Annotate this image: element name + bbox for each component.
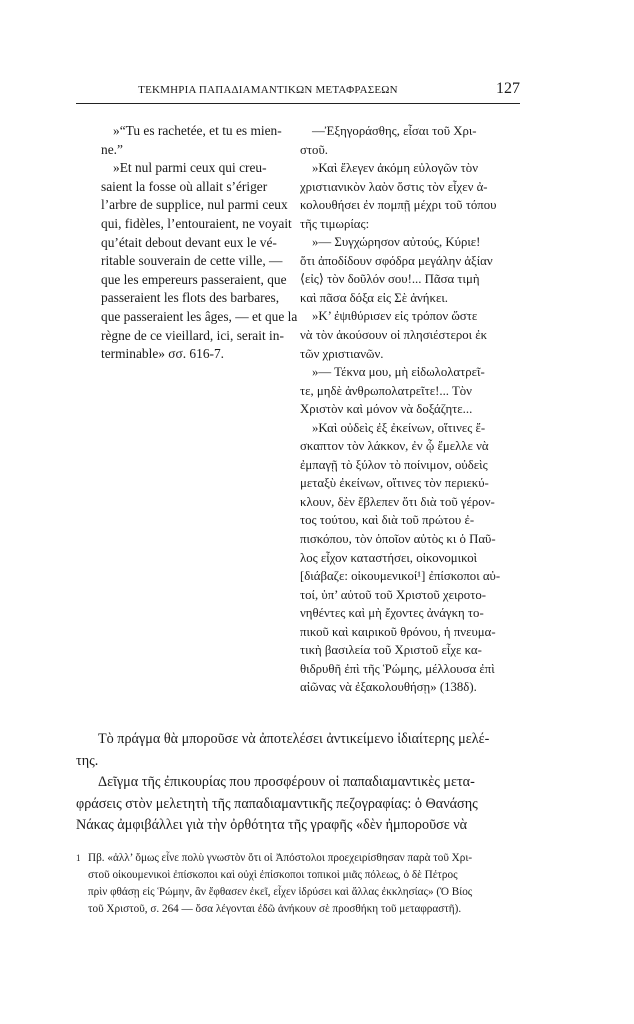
- text-line: σκαπτον τὸν λάκκον, ἐν ᾧ ἔμελλε νὰ: [300, 439, 489, 454]
- running-header: [76, 82, 520, 100]
- text-line: τικὴ βασιλεία τοῦ Χριστοῦ εἶχε κα-: [300, 643, 482, 658]
- text-line: πικοῦ καὶ καιρικοῦ θρόνου, ἡ πνευμα-: [300, 624, 496, 639]
- text-line: que les empereurs passeraient, que: [101, 271, 287, 287]
- text-line: μεταξὺ ἐκείνων, οἵτινες τὸν περιεκύ-: [300, 476, 489, 491]
- running-title: ΤΕΚΜΗΡΙΑ ΠΑΠΑΔΙΑΜΑΝΤΙΚΩΝ ΜΕΤΑΦΡΑΣΕΩΝ: [138, 84, 398, 96]
- text-line: qui, fidèles, l’entouraient, ne voyait: [101, 215, 292, 231]
- main-body-text: [76, 729, 520, 837]
- text-line: règne de ce vieillard, ici, serait in-: [101, 327, 284, 343]
- text-line: terminable» σσ. 616-7.: [101, 346, 225, 362]
- text-line: ἐμπαγῇ τὸ ξύλον τὸ ποίνιμον, οὐδεὶς: [300, 457, 488, 472]
- text-line: qu’était debout devant eux le vé-: [101, 234, 277, 250]
- text-line: ὅτι ἀποδίδουν σφόδρα μεγάλην ἀξίαν: [300, 253, 493, 268]
- text-line: Νάκας ἀμφιβάλλει γιὰ τὴν ὀρθότητα τῆς γραφῆς «δὲν ἠμποροῦσε νὰ: [76, 817, 468, 833]
- text-line: —Ἐξηγοράσθης, εἶσαι τοῦ Χρι-: [312, 124, 477, 138]
- left-column-french: [101, 122, 298, 364]
- text-line: στοῦ.: [300, 142, 328, 157]
- text-line: »— Συγχώρησον αὐτούς, Κύριε!: [312, 235, 481, 250]
- text-line: »— Τέκνα μου, μὴ εἰδωλολατρεῖ-: [312, 365, 485, 380]
- text-line: »Κ’ ἐψιθύρισεν εἰς τρόπον ὥστε: [312, 309, 478, 324]
- text-line: ne.”: [101, 141, 123, 157]
- text-line: αἰῶνας νὰ ἐξακολουθήσῃ» (138δ).: [300, 680, 477, 695]
- text-line: saient la fosse où allait s’ériger: [101, 178, 268, 194]
- page-number: 127: [496, 80, 520, 97]
- text-line: τος τούτου, καὶ διὰ τοῦ πρώτου ἐ-: [300, 513, 475, 528]
- text-line: que passeraient les âges, — et que la: [101, 308, 298, 324]
- text-line: ⟨εἰς⟩ τὸν δοῦλόν σου!... Πᾶσα τιμὴ: [300, 272, 480, 287]
- text-line: λος εἶχον καταστήσει, οἰκονομικοὶ: [300, 550, 478, 565]
- text-line: καὶ πᾶσα δόξα εἰς Σὲ ἀνήκει.: [300, 290, 448, 305]
- right-column-greek: [300, 122, 515, 697]
- text-line: passeraient les flots des barbares,: [101, 290, 280, 306]
- footnote-marker: 1: [76, 853, 81, 863]
- header-rule: [76, 103, 520, 104]
- footnote: [76, 850, 520, 918]
- text-line: τοί, ὑπ’ αὐτοῦ τοῦ Χριστοῦ χειροτο-: [300, 587, 487, 602]
- text-line: θιδρυθῆ ἐπὶ τῆς Ῥώμης, μέλλουσα ἐπὶ: [300, 661, 495, 676]
- text-line: »“Tu es rachetée, et tu es mien-: [113, 123, 282, 138]
- footnote-line: Πβ. «ἀλλ’ ὅμως εἶνε πολὺ γνωστὸν ὅτι οἱ Ἀπόστολοι προεχειρίσθησαν παρὰ τοῦ Χρι-: [88, 852, 473, 864]
- text-line: [διάβαζε: οἰκουμενικοί¹] ἐπίσκοποι αὐ-: [300, 569, 501, 584]
- text-line: »Et nul parmi ceux qui creu-: [113, 160, 267, 176]
- text-line: Χριστὸν καὶ μόνον νὰ δοξάζητε...: [300, 402, 473, 417]
- footnote-line: στοῦ οἰκουμενικοὶ ἐπίσκοποι καὶ οὐχὶ ἐπίσκοποι τοπικοὶ μιᾶς πόλεως, ὁ δὲ Πέτρος: [88, 869, 458, 881]
- text-line: l’arbre de supplice, nul parmi ceux: [101, 197, 288, 213]
- footnote-line: τοῦ Χριστοῦ, σ. 264 — ὅσα λέγονται ἐδῶ ἀνήκουν σὲ προσθήκη τοῦ μεταφραστῆ).: [88, 903, 462, 915]
- footnote-line: πρὶν φθάσῃ εἰς Ῥώμην, ἂν ἔφθασεν ἐκεῖ, εἶχεν ἱδρύσει καὶ ἄλλας ἐκκλησίας» (Ὁ Βίος: [88, 886, 473, 898]
- text-line: νηθέντες καὶ μὴ ἔχοντες ἀνάγκη το-: [300, 606, 484, 621]
- text-line: Δεῖγμα τῆς ἐπικουρίας που προσφέρουν οἱ παπαδιαμαντικὲς μετα-: [98, 774, 475, 790]
- text-line: φράσεις στὸν μελετητὴ τῆς παπαδιαμαντικῆς πεζογραφίας: ὁ Θανάσης: [76, 795, 478, 812]
- text-line: ritable souverain de cette ville, —: [101, 253, 283, 269]
- text-line: της.: [76, 752, 99, 769]
- text-line: κλουν, δὲν ἔβλεπεν ὅτι διὰ τοῦ γέρον-: [300, 494, 495, 509]
- text-line: »Καὶ οὐδεὶς ἐξ ἐκείνων, οἵτινες ἔ-: [312, 420, 486, 435]
- text-line: τῶν χριστιανῶν.: [300, 346, 384, 361]
- text-line: νὰ τὸν ἀκούσουν οἱ πλησιέστεροι ἐκ: [300, 328, 488, 343]
- text-line: πισκόπου, τὸν ὁποῖον αὐτὸς κι ὁ Παῦ-: [300, 532, 496, 547]
- text-line: Τὸ πράγμα θὰ μποροῦσε νὰ ἀποτελέσει ἀντικείμενο ἰδιαίτερης μελέ-: [98, 731, 490, 747]
- text-line: κολουθήσει ἐν πομπῇ μέχρι τοῦ τόπου: [300, 198, 497, 213]
- text-line: »Καὶ ἔλεγεν ἀκόμη εὐλογῶν τὸν: [312, 161, 478, 176]
- text-line: τε, μηδὲ ἀνθρωπολατρεῖτε!... Τὸν: [300, 383, 472, 398]
- text-line: τῆς τιμωρίας:: [300, 216, 370, 231]
- text-line: χριστιανικὸν λαὸν ὅστις τὸν εἶχεν ἀ-: [300, 179, 488, 194]
